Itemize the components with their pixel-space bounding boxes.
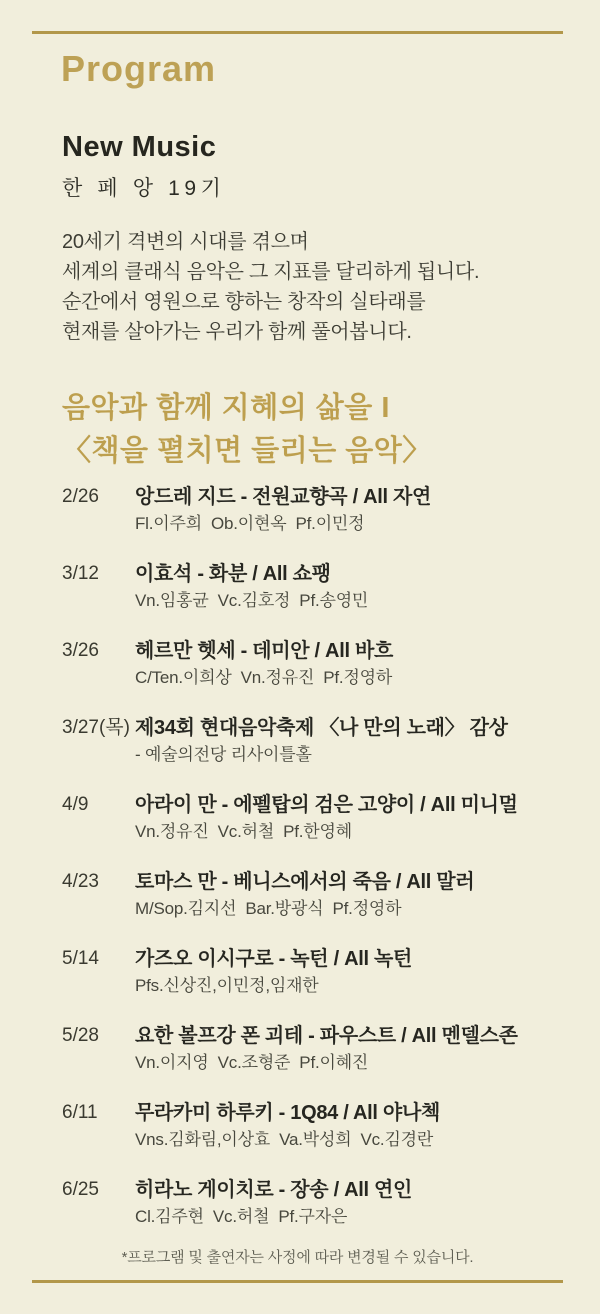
event-title: 히라노 게이치로 - 장송 / All 연인	[135, 1179, 413, 1201]
event-row	[62, 715, 567, 767]
event-performers: Pfs.신상진,이민정,임재한	[135, 976, 319, 995]
event-venue: - 예술의전당 리사이틀홀	[135, 745, 312, 764]
event-title: 요한 볼프강 폰 괴테 - 파우스트 / All 멘델스존	[135, 1025, 518, 1047]
event-body	[135, 946, 412, 998]
event-date: 5/28	[62, 1025, 99, 1046]
event-list	[62, 484, 567, 1254]
event-body	[135, 715, 508, 767]
event-performers: Vns.김화림,이상효 Va.박성희 Vc.김경란	[135, 1130, 434, 1149]
event-row	[62, 869, 567, 921]
event-title: 앙드레 지드 - 전원교향곡 / All 자연	[135, 486, 432, 508]
event-performers: Fl.이주희 Ob.이현옥 Pf.이민정	[135, 514, 365, 533]
intro-paragraph	[62, 227, 479, 347]
event-date: 5/14	[62, 948, 99, 969]
event-date: 3/26	[62, 640, 99, 661]
event-body	[135, 792, 518, 844]
top-divider-line	[32, 31, 563, 34]
event-date: 4/23	[62, 871, 99, 892]
event-row	[62, 484, 567, 536]
event-date: 6/25	[62, 1179, 99, 1200]
event-row	[62, 1100, 567, 1152]
event-date: 3/12	[62, 563, 99, 584]
event-title: 헤르만 헷세 - 데미안 / All 바흐	[135, 640, 394, 662]
event-body	[135, 869, 474, 921]
event-title: 제34회 현대음악축제 〈나 만의 노래〉 감상	[135, 717, 508, 739]
event-row	[62, 638, 567, 690]
section-title-line-2: 〈책을 펼치면 들리는 음악〉	[62, 435, 432, 467]
event-title: 이효석 - 화분 / All 쇼팽	[135, 563, 331, 585]
page-title: Program	[61, 48, 217, 89]
event-performers: Vn.이지영 Vc.조형준 Pf.이혜진	[135, 1053, 369, 1072]
event-body	[135, 484, 431, 536]
event-performers: M/Sop.김지선 Bar.방광식 Pf.정영하	[135, 899, 402, 918]
event-body	[135, 1100, 440, 1152]
event-body	[135, 1177, 412, 1229]
event-body	[135, 561, 368, 613]
intro-line-4: 현재를 살아가는 우리가 함께 풀어봅니다.	[62, 321, 412, 343]
event-title: 무라카미 하루키 - 1Q84 / All 야나첵	[135, 1102, 440, 1124]
event-row	[62, 792, 567, 844]
section-title	[62, 387, 432, 473]
intro-line-2: 세계의 클래식 음악은 그 지표를 달리하게 됩니다.	[62, 261, 480, 283]
series-title: New Music	[62, 131, 217, 163]
event-title: 토마스 만 - 베니스에서의 죽음 / All 말러	[135, 871, 475, 893]
event-performers: Vn.정유진 Vc.허철 Pf.한영혜	[135, 822, 352, 841]
event-row	[62, 1177, 567, 1229]
event-performers: Vn.임홍균 Vc.김호정 Pf.송영민	[135, 591, 369, 610]
intro-line-1: 20세기 격변의 시대를 겪으며	[62, 231, 309, 253]
event-performers: C/Ten.이희상 Vn.정유진 Pf.정영하	[135, 668, 393, 687]
event-title: 가즈오 이시구로 - 녹턴 / All 녹턴	[135, 948, 413, 970]
event-row	[62, 946, 567, 998]
event-title: 아라이 만 - 에펠탑의 검은 고양이 / All 미니멀	[135, 794, 518, 816]
event-date: 3/27(목)	[62, 717, 130, 738]
event-row	[62, 561, 567, 613]
event-date: 4/9	[62, 794, 89, 815]
series-subtitle: 한 페 앙 19기	[62, 177, 226, 200]
event-date: 2/26	[62, 486, 99, 507]
bottom-divider-line	[32, 1280, 563, 1283]
disclaimer-note: *프로그램 및 출연자는 사정에 따라 변경될 수 있습니다.	[121, 1249, 474, 1266]
event-body	[135, 1023, 518, 1075]
event-performers: Cl.김주현 Vc.허철 Pf.구자은	[135, 1207, 348, 1226]
section-title-line-1: 음악과 함께 지혜의 삶을 I	[62, 392, 390, 424]
event-date: 6/11	[62, 1102, 98, 1123]
event-row	[62, 1023, 567, 1075]
event-body	[135, 638, 393, 690]
intro-line-3: 순간에서 영원으로 향하는 창작의 실타래를	[62, 291, 426, 313]
